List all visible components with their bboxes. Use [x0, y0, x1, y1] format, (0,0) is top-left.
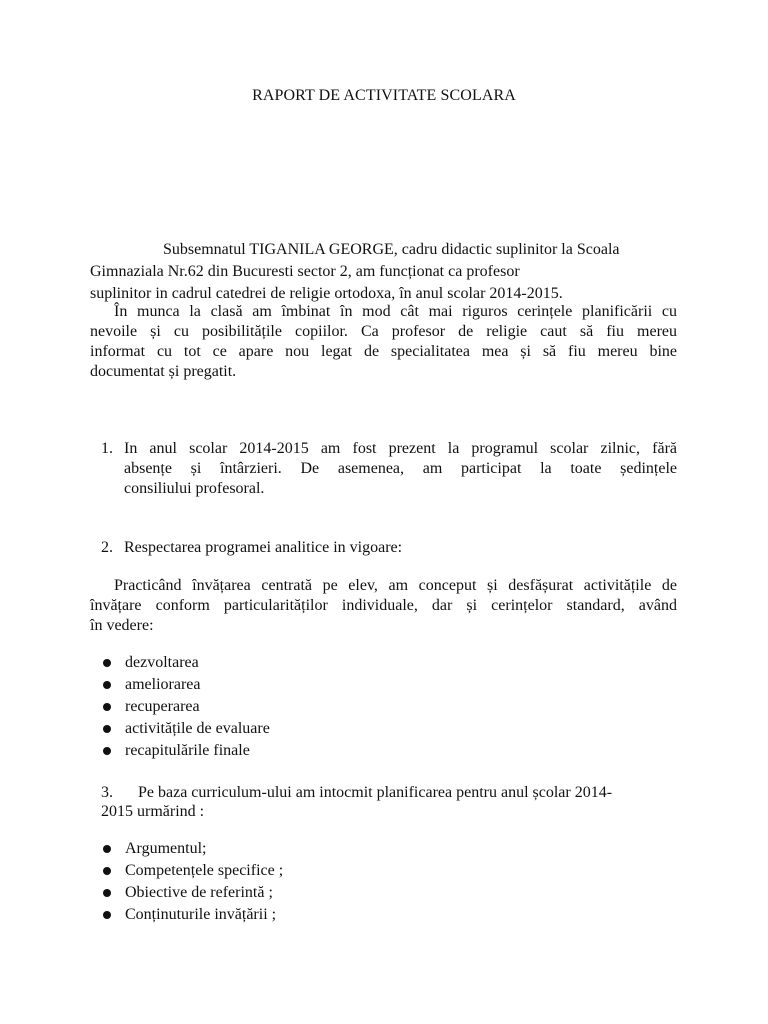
item-2-bullet-3: recuperarea — [125, 698, 200, 715]
item-2-bullet-4: activitățile de evaluare — [125, 720, 270, 737]
item-2-heading: Respectarea programei analitice in vigoare: — [124, 539, 403, 556]
intro-line-3: suplinitor in cadrul catedrei de religie ortodoxa, în anul scolar 2014-2015. — [90, 285, 563, 302]
intro-line-5: nevoile și cu posibilitățile copiilor. Ca profesor de religie caut să fiu mereu — [90, 323, 677, 340]
bullet-dot — [103, 911, 111, 919]
intro-line-4: În munca la clasă am îmbinat în mod cât mai riguros cerințele planificării cu — [114, 303, 677, 320]
item-3-bullet-2: Competențele specifice ; — [125, 862, 284, 879]
item-1-line-2: absențe și întârzieri. De asemenea, am participat la toate ședințele — [124, 460, 677, 477]
item-3-line-1: Pe baza curriculum-ului am intocmit planificarea pentru anul școlar 2014- — [138, 784, 613, 801]
item-2-para-line-1: Practicând învățarea centrată pe elev, am conceput și desfășurat activitățile de — [114, 577, 677, 594]
item-3-bullet-1: Argumentul; — [125, 840, 207, 857]
item-2-para-line-2: învățare conform particularităților individuale, dar și cerințelor standard, având — [90, 597, 677, 614]
item-1-number: 1. — [101, 440, 113, 457]
document-title: RAPORT DE ACTIVITATE SCOLARA — [252, 87, 516, 104]
bullet-dot — [103, 889, 111, 897]
intro-line-2: Gimnaziala Nr.62 din Bucuresti sector 2, am funcționat ca profesor — [90, 263, 520, 280]
item-3-bullet-4: Conținuturile invățării ; — [125, 906, 277, 923]
bullet-dot — [103, 659, 111, 667]
bullet-dot — [103, 703, 111, 711]
bullet-dot — [103, 867, 111, 875]
intro-line-1: Subsemnatul TIGANILA GEORGE, cadru didactic suplinitor la Scoala — [163, 241, 620, 258]
item-3-number: 3. — [101, 784, 113, 801]
item-2-bullet-5: recapitulările finale — [125, 742, 250, 759]
bullet-dot — [103, 845, 111, 853]
item-2-number: 2. — [101, 539, 113, 556]
item-3-line-2: 2015 urmărind : — [101, 803, 205, 820]
item-1-line-1: In anul scolar 2014-2015 am fost prezent la programul scolar zilnic, fără — [124, 440, 677, 457]
item-2-bullet-2: ameliorarea — [125, 676, 201, 693]
item-2-para-line-3: în vedere: — [90, 617, 154, 634]
item-2-bullet-1: dezvoltarea — [125, 654, 199, 671]
bullet-dot — [103, 747, 111, 755]
bullet-dot — [103, 681, 111, 689]
intro-line-6: informat cu tot ce apare nou legat de specialitatea mea și să fiu mereu bine — [90, 343, 677, 360]
item-3-bullet-3: Obiective de referintă ; — [125, 884, 273, 901]
intro-line-7: documentat și pregatit. — [90, 363, 237, 380]
bullet-dot — [103, 725, 111, 733]
item-1-line-3: consiliului profesoral. — [124, 480, 265, 497]
